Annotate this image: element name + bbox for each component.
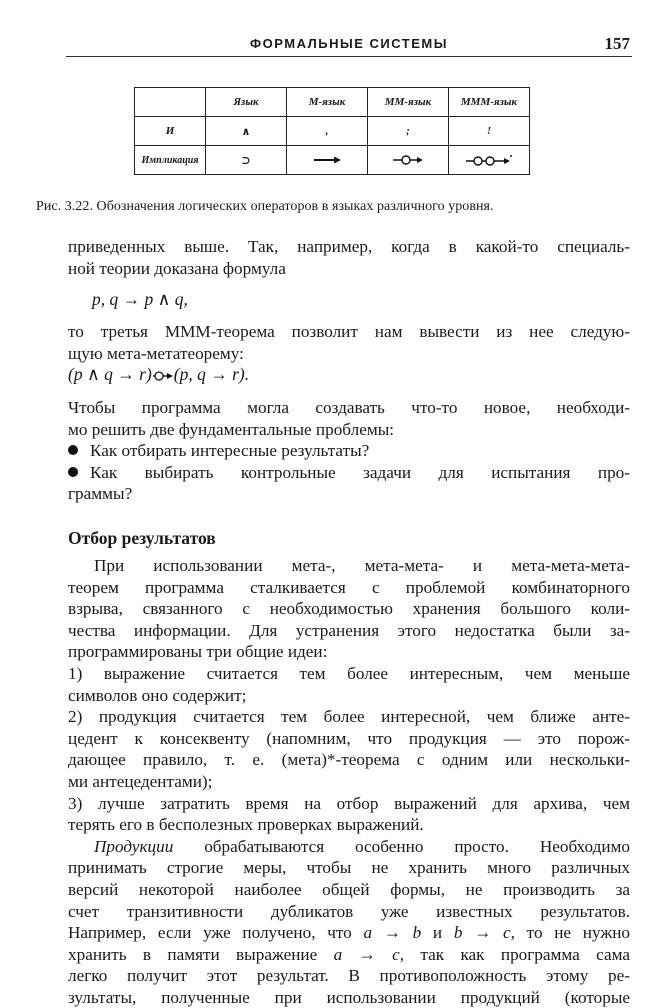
table-row: [135, 117, 530, 146]
text-span: Например, если уже получено, что: [68, 923, 352, 943]
text-span: так как программа сама: [420, 944, 631, 964]
text-line: При использовании мета-, мета-мета- и мета-мета-мета-: [94, 556, 630, 575]
text-line: [68, 922, 630, 944]
section-body: [68, 555, 630, 1008]
list-item-text: 2) продукция считается тем более интересной, чем ближе анте-: [68, 707, 630, 727]
bullet-text: Как отбирать интересные результаты?: [90, 441, 370, 461]
formula: p, q → p ∧ q,: [92, 289, 188, 309]
table-cell: !: [449, 117, 530, 146]
bullet-item: [68, 440, 630, 462]
table-cell: ⊃: [206, 146, 287, 175]
page-number: 157: [604, 34, 630, 53]
text-line: Чтобы программа могла создавать что-то новое, необходи-: [68, 398, 630, 417]
bullet-item: [68, 462, 630, 484]
text-line: легко получит этот результат. В противоположность этому ре-: [68, 966, 630, 986]
emphasis: Продукции: [94, 836, 174, 856]
text-line: щую мета-метатеорему:: [68, 343, 244, 363]
table-cell: ;: [368, 117, 449, 146]
list-item-text: ми антецедентами);: [68, 771, 213, 791]
paragraph: [68, 236, 630, 279]
table-cell: [449, 146, 530, 175]
text-line: приведенных выше. Так, например, когда в какой-то специаль-: [68, 237, 630, 256]
column-header: Язык: [206, 88, 287, 117]
text-line: версий некоторой наиболее общей формы, не производить за: [68, 879, 630, 899]
text-span: хранить в памяти выражение: [68, 944, 318, 964]
paragraph: [68, 321, 630, 364]
formula-part: (p, q → r).: [173, 364, 250, 384]
column-header: М-язык: [287, 88, 368, 117]
figure-caption: Рис. 3.22. Обозначения логических операторов в языках различного уровня.: [36, 199, 494, 214]
text-line: зультаты, полученные при использовании продукций (которые: [68, 987, 630, 1007]
table-cell: ∧: [206, 117, 287, 146]
table-cell: [287, 146, 368, 175]
formula-inline: a → c,: [333, 944, 405, 964]
table-corner-cell: [135, 88, 206, 117]
text-line: то третья МММ-теорема позволит нам вывести из нее следую-: [68, 322, 630, 341]
formula-inline: b → c,: [453, 923, 515, 943]
bullet-icon: [68, 467, 78, 477]
text-line: ной теории доказана формула: [68, 258, 286, 278]
m-implication-icon: [312, 155, 342, 165]
row-label: Импликация: [135, 146, 206, 175]
list-item-text: цедент к консеквенту (напомним, что продукция — это порож-: [68, 728, 630, 748]
text-span: обрабатываются особенно просто. Необходимо: [204, 836, 631, 856]
running-title: ФОРМАЛЬНЫЕ СИСТЕМЫ: [250, 36, 448, 51]
text-line: программированы три общие идеи:: [68, 642, 328, 662]
text-span: и: [432, 923, 443, 943]
notation-table: [134, 87, 530, 175]
text-line: принимать строгие меры, чтобы не хранить много различных: [68, 858, 630, 878]
text-line: счет транзитивности дубликатов уже известных результатов.: [68, 901, 630, 921]
list-item-text: символов оно содержит;: [68, 685, 247, 705]
running-head: [66, 34, 632, 57]
list-item-text: 3) лучше затратить время на отбор выражений для архива, чем: [68, 793, 630, 813]
text-span: то не нужно: [526, 923, 630, 943]
mm-implication-icon: [391, 154, 425, 166]
mmm-implication-icon: [464, 153, 514, 167]
bullet-icon: [68, 445, 78, 455]
text-line: [68, 944, 630, 966]
list-item-text: дающее правило, т. е. (мета)*-теорема с одним или нескольки-: [68, 750, 630, 770]
column-header: МММ-язык: [449, 88, 530, 117]
bullet-text: Как выбирать контрольные задачи для испытания про-: [90, 462, 630, 482]
list-item-text: терять его в бесполезных проверках выражений.: [68, 815, 424, 835]
list-item-text: 1) выражение считается тем более интересным, чем меньше: [68, 663, 630, 683]
formula-inline: a → b: [363, 923, 422, 943]
table-cell: ,: [287, 117, 368, 146]
section-heading: Отбор результатов: [68, 528, 216, 548]
column-header: ММ-язык: [368, 88, 449, 117]
formula-part: (p ∧ q → r): [68, 364, 152, 384]
row-label: И: [135, 117, 206, 146]
text-line: взрыва, связанного с необходимостью хранения большого коли-: [68, 599, 630, 619]
text-line: граммы?: [68, 484, 133, 504]
table-header-row: [135, 88, 530, 117]
text-line: теорем программа сталкивается с проблемой комбинаторного: [68, 577, 630, 597]
table-row: [135, 146, 530, 175]
mm-implication-icon: [152, 370, 174, 382]
table-cell: [368, 146, 449, 175]
formula: [68, 364, 249, 385]
text-line: чества информации. Для устранения этого недостатка были за-: [68, 620, 630, 640]
paragraph: [68, 397, 630, 505]
text-line: мо решить две фундаментальные проблемы:: [68, 419, 395, 439]
text-line: [68, 836, 630, 858]
